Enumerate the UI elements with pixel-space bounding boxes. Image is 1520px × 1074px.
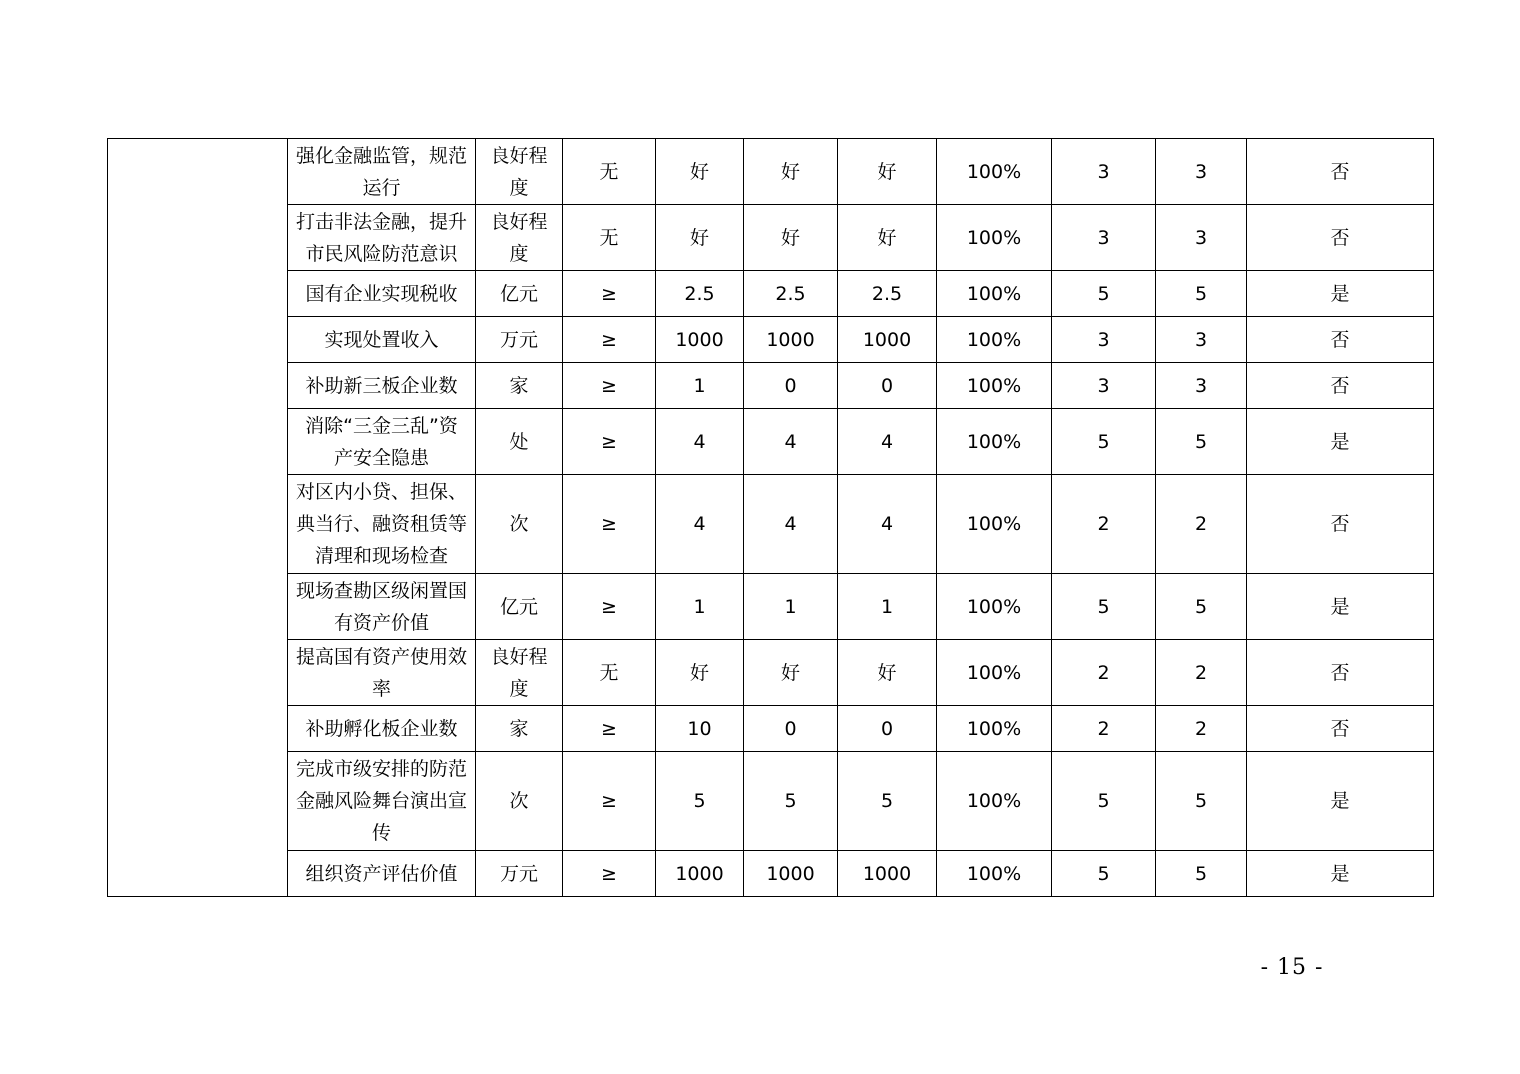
score-cell-2: 5 [1156,752,1247,851]
flag-cell: 否 [1247,205,1434,271]
score-cell-2: 3 [1156,205,1247,271]
operator-cell: ≥ [563,271,656,317]
value-cell-1: 4 [656,475,744,574]
value-cell-1: 1000 [656,851,744,897]
value-cell-2: 好 [744,205,838,271]
score-cell-1: 2 [1052,640,1156,706]
value-cell-2: 0 [744,706,838,752]
score-cell-1: 2 [1052,475,1156,574]
score-cell-1: 3 [1052,363,1156,409]
flag-cell: 是 [1247,271,1434,317]
score-cell-1: 5 [1052,271,1156,317]
indicator-cell: 实现处置收入 [288,317,476,363]
flag-cell: 是 [1247,851,1434,897]
unit-cell: 万元 [476,851,563,897]
table-row [108,752,1434,851]
operator-cell: ≥ [563,475,656,574]
unit-cell: 家 [476,363,563,409]
indicator-cell: 提高国有资产使用效率 [288,640,476,706]
score-cell-2: 3 [1156,363,1247,409]
table-row [108,139,1434,205]
value-cell-1: 2.5 [656,271,744,317]
indicator-cell: 打击非法金融，提升市民风险防范意识 [288,205,476,271]
value-cell-2: 4 [744,409,838,475]
operator-cell: ≥ [563,574,656,640]
value-cell-3: 1 [838,574,937,640]
value-cell-2: 1 [744,574,838,640]
flag-cell: 是 [1247,752,1434,851]
rate-cell: 100% [937,574,1052,640]
score-cell-2: 5 [1156,574,1247,640]
flag-cell: 否 [1247,640,1434,706]
rate-cell: 100% [937,640,1052,706]
unit-cell: 次 [476,752,563,851]
value-cell-2: 1000 [744,317,838,363]
indicator-cell: 补助新三板企业数 [288,363,476,409]
value-cell-1: 1 [656,363,744,409]
value-cell-3: 0 [838,363,937,409]
operator-cell: ≥ [563,851,656,897]
operator-cell: ≥ [563,752,656,851]
table-row [108,409,1434,475]
operator-cell: 无 [563,139,656,205]
score-cell-1: 3 [1052,317,1156,363]
score-cell-2: 3 [1156,139,1247,205]
value-cell-1: 1000 [656,317,744,363]
value-cell-3: 好 [838,139,937,205]
table-row [108,640,1434,706]
score-cell-2: 2 [1156,640,1247,706]
score-cell-2: 3 [1156,317,1247,363]
table-row [108,706,1434,752]
page-number: - 15 - [1260,955,1324,980]
rate-cell: 100% [937,271,1052,317]
score-cell-1: 2 [1052,706,1156,752]
value-cell-3: 1000 [838,851,937,897]
value-cell-1: 1 [656,574,744,640]
value-cell-1: 4 [656,409,744,475]
score-cell-1: 5 [1052,752,1156,851]
value-cell-1: 好 [656,205,744,271]
indicator-cell: 强化金融监管，规范运行 [288,139,476,205]
score-cell-2: 5 [1156,409,1247,475]
score-cell-1: 5 [1052,851,1156,897]
rate-cell: 100% [937,409,1052,475]
flag-cell: 否 [1247,706,1434,752]
flag-cell: 否 [1247,317,1434,363]
unit-cell: 良好程度 [476,205,563,271]
table-row [108,363,1434,409]
flag-cell: 否 [1247,363,1434,409]
value-cell-2: 1000 [744,851,838,897]
indicator-table [107,138,1434,897]
table-row [108,205,1434,271]
flag-cell: 是 [1247,574,1434,640]
score-cell-2: 5 [1156,851,1247,897]
value-cell-2: 4 [744,475,838,574]
flag-cell: 是 [1247,409,1434,475]
indicator-cell: 完成市级安排的防范金融风险舞台演出宣传 [288,752,476,851]
indicator-cell: 消除“三金三乱”资产安全隐患 [288,409,476,475]
score-cell-1: 3 [1052,205,1156,271]
table-row [108,851,1434,897]
value-cell-3: 2.5 [838,271,937,317]
unit-cell: 次 [476,475,563,574]
value-cell-1: 5 [656,752,744,851]
value-cell-1: 好 [656,139,744,205]
unit-cell: 家 [476,706,563,752]
rate-cell: 100% [937,752,1052,851]
table-row [108,317,1434,363]
operator-cell: 无 [563,205,656,271]
category-cell [108,139,288,897]
table-row [108,271,1434,317]
operator-cell: ≥ [563,409,656,475]
unit-cell: 亿元 [476,574,563,640]
operator-cell: 无 [563,640,656,706]
value-cell-1: 好 [656,640,744,706]
score-cell-2: 2 [1156,475,1247,574]
indicator-cell: 国有企业实现税收 [288,271,476,317]
unit-cell: 良好程度 [476,640,563,706]
score-cell-1: 5 [1052,409,1156,475]
table-row [108,574,1434,640]
operator-cell: ≥ [563,706,656,752]
value-cell-3: 好 [838,640,937,706]
table-row [108,475,1434,574]
value-cell-1: 10 [656,706,744,752]
value-cell-2: 2.5 [744,271,838,317]
rate-cell: 100% [937,317,1052,363]
indicator-cell: 对区内小贷、担保、典当行、融资租赁等清理和现场检查 [288,475,476,574]
unit-cell: 处 [476,409,563,475]
indicator-cell: 补助孵化板企业数 [288,706,476,752]
value-cell-2: 0 [744,363,838,409]
value-cell-3: 5 [838,752,937,851]
score-cell-2: 2 [1156,706,1247,752]
rate-cell: 100% [937,139,1052,205]
value-cell-3: 4 [838,409,937,475]
score-cell-1: 3 [1052,139,1156,205]
value-cell-2: 好 [744,640,838,706]
rate-cell: 100% [937,363,1052,409]
indicator-cell: 现场查勘区级闲置国有资产价值 [288,574,476,640]
score-cell-2: 5 [1156,271,1247,317]
score-cell-1: 5 [1052,574,1156,640]
rate-cell: 100% [937,851,1052,897]
value-cell-3: 1000 [838,317,937,363]
flag-cell: 否 [1247,139,1434,205]
value-cell-2: 5 [744,752,838,851]
rate-cell: 100% [937,205,1052,271]
operator-cell: ≥ [563,317,656,363]
flag-cell: 否 [1247,475,1434,574]
value-cell-2: 好 [744,139,838,205]
value-cell-3: 4 [838,475,937,574]
value-cell-3: 0 [838,706,937,752]
unit-cell: 亿元 [476,271,563,317]
value-cell-3: 好 [838,205,937,271]
rate-cell: 100% [937,706,1052,752]
unit-cell: 良好程度 [476,139,563,205]
unit-cell: 万元 [476,317,563,363]
indicator-cell: 组织资产评估价值 [288,851,476,897]
operator-cell: ≥ [563,363,656,409]
rate-cell: 100% [937,475,1052,574]
